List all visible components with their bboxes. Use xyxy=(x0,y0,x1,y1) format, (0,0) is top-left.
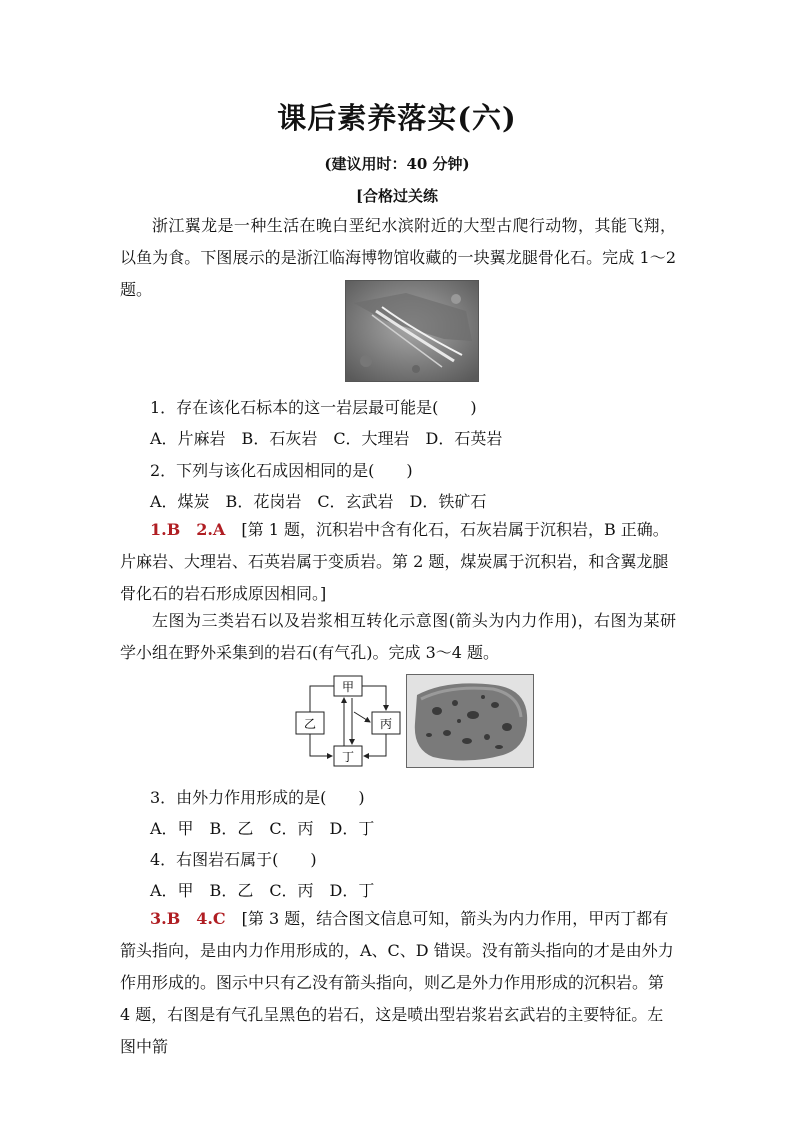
q4-stem: 4．右图岩石属于( ) xyxy=(150,850,317,869)
pterosaur-fossil-photo xyxy=(345,280,479,382)
passage-rocks: 左图为三类岩石以及岩浆相互转化示意图(箭头为内力作用)，右图为某研学小组在野外采集到的岩石(有气孔)。完成 3～4 题。 xyxy=(120,611,676,662)
q2-options: A．煤炭 B．花岗岩 C．玄武岩 D．铁矿石 xyxy=(150,492,487,511)
q2-stem: 2．下列与该化石成因相同的是( ) xyxy=(150,461,413,480)
diagram-node-bottom: 丁 xyxy=(341,750,355,764)
section-heading: [合格过关练 xyxy=(355,187,439,205)
q3-options: A．甲 B．乙 C．丙 D．丁 xyxy=(150,819,375,838)
diagram-node-left: 乙 xyxy=(303,717,317,731)
answer-3-4-text: [第 3 题，结合图文信息可知，箭头为内力作用，甲丙丁都有箭头指向，是由内力作用形成的，A、C、D 错误。没有箭头指向的才是由外力作用形成的。图示中只有乙没有箭头指向，则乙是外力作用形成的沉积岩。第 4 题，右图是有气孔呈黑色的岩石，这是喷出型岩浆岩玄武岩的主要特征。左图中箭 xyxy=(120,909,674,1056)
answer-3-4 xyxy=(120,903,676,1063)
q4-options: A．甲 B．乙 C．丙 D．丁 xyxy=(150,881,375,900)
basalt-rock-photo xyxy=(406,674,534,768)
answer-1-2-key: 1.B 2.A xyxy=(150,520,226,539)
diagram-node-right: 丙 xyxy=(379,717,393,731)
passage-fossil: 浙江翼龙是一种生活在晚白垩纪水滨附近的大型古爬行动物，其能飞翔，以鱼为食。下图展示的是浙江临海博物馆收藏的一块翼龙腿骨化石。完成 1～2 题。 xyxy=(120,216,676,299)
answer-1-2 xyxy=(120,514,676,610)
time-note: (建议用时：40 分钟) xyxy=(324,155,470,173)
rock-cycle-diagram xyxy=(292,672,404,770)
q1-stem: 1．存在该化石标本的这一岩层最可能是( ) xyxy=(150,398,477,417)
answer-3-4-key: 3.B 4.C xyxy=(150,909,226,928)
diagram-node-top: 甲 xyxy=(341,680,355,694)
answer-1-2-text: [第 1 题，沉积岩中含有化石，石灰岩属于沉积岩，B 正确。片麻岩、大理岩、石英岩属于变质岩。第 2 题，煤炭属于沉积岩，和含翼龙腿骨化石的岩石形成原因相同。] xyxy=(120,520,669,603)
q3-stem: 3．由外力作用形成的是( ) xyxy=(150,788,365,807)
q1-options: A．片麻岩 B．石灰岩 C．大理岩 D．石英岩 xyxy=(150,429,503,448)
page-title: 课后素养落实(六) xyxy=(277,101,517,135)
